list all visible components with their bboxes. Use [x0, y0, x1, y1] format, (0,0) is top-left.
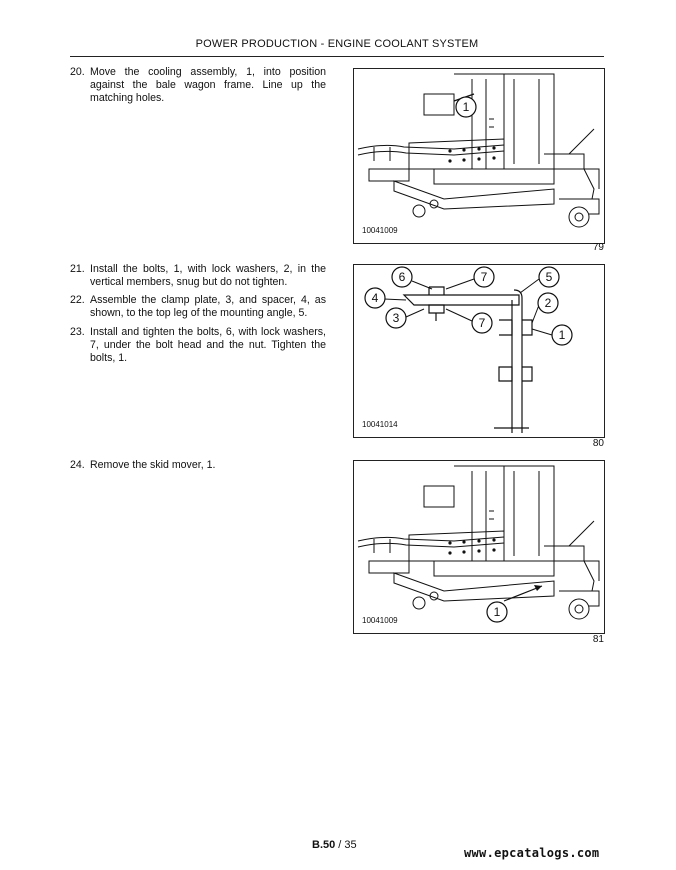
callout-6: [392, 267, 412, 287]
svg-text:6: 6: [398, 270, 406, 284]
svg-text:7: 7: [480, 270, 488, 284]
svg-text:4: 4: [371, 291, 379, 305]
step-text: Move the cooling assembly, 1, into position against the bale wagon frame. Line up the matching holes.: [90, 66, 326, 105]
section-code: B.50: [312, 839, 336, 851]
step-20: [70, 66, 326, 106]
figure-number: 81: [592, 634, 604, 645]
figure-81: [353, 460, 605, 634]
callout-1: [552, 325, 572, 345]
header-rule: [70, 56, 604, 57]
svg-text:5: 5: [545, 270, 553, 284]
svg-text:7: 7: [478, 316, 486, 330]
svg-text:1: 1: [462, 100, 470, 114]
figure-80: [353, 264, 605, 438]
svg-text:3: 3: [392, 311, 400, 325]
callout-3: [386, 308, 406, 328]
svg-text:1: 1: [493, 605, 501, 619]
step-22: [70, 294, 326, 320]
step-text: Install the bolts, 1, with lock washers, 2, in the vertical members, snug but do not tighten.: [90, 263, 326, 289]
cooling-assembly-illustration: [354, 69, 604, 243]
figure-code: 10041014: [362, 420, 398, 429]
callout-5: [539, 267, 559, 287]
step-text: Assemble the clamp plate, 3, and spacer, 4, as shown, to the top leg of the mounting angle, 5.: [90, 294, 326, 320]
figure-number: 79: [592, 242, 604, 253]
watermark-url: www.epcatalogs.com: [464, 846, 600, 860]
step-number: 21.: [70, 263, 85, 275]
callout-7-top: [474, 267, 494, 287]
callout-7-bottom: [472, 313, 492, 333]
page-number: [312, 839, 357, 851]
step-21: [70, 263, 326, 289]
callout-2: [538, 293, 558, 313]
step-number: 23.: [70, 326, 85, 338]
step-text: Remove the skid mover, 1.: [90, 459, 216, 472]
figure-code: 10041009: [362, 226, 398, 235]
callout-1: [456, 97, 476, 117]
step-23: [70, 326, 326, 366]
page-count: / 35: [335, 839, 357, 851]
figure-79: [353, 68, 605, 244]
callout-4: [365, 288, 385, 308]
figure-code: 10041009: [362, 616, 398, 625]
step-text: Install and tighten the bolts, 6, with lock washers, 7, under the bolt head and the nut. Tighten the bolts, 1.: [90, 326, 326, 365]
figure-number: 80: [592, 438, 604, 449]
mounting-bracket-diagram: [354, 265, 604, 437]
step-number: 22.: [70, 294, 85, 306]
step-24: [70, 459, 326, 472]
page-header: POWER PRODUCTION - ENGINE COOLANT SYSTEM: [195, 38, 479, 50]
callout-1: [487, 602, 507, 622]
svg-text:1: 1: [558, 328, 566, 342]
step-number: 24.: [70, 459, 85, 471]
skid-mover-illustration: [354, 461, 604, 633]
step-number: 20.: [70, 66, 85, 78]
svg-text:2: 2: [544, 296, 552, 310]
